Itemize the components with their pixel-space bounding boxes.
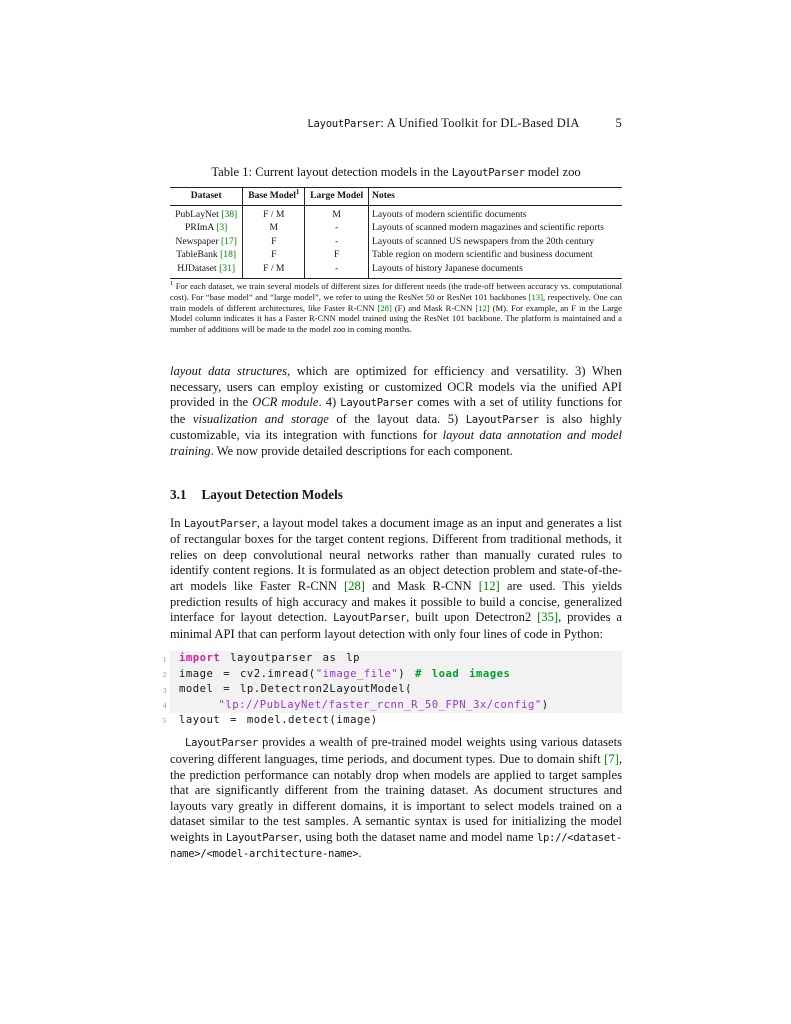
section-heading bbox=[170, 487, 622, 503]
citation: [38] bbox=[221, 208, 238, 220]
code-line bbox=[163, 713, 622, 728]
table-row bbox=[170, 205, 622, 222]
base-model-cell: F bbox=[243, 235, 305, 249]
table-footnote bbox=[170, 281, 622, 335]
model-zoo-table bbox=[170, 187, 622, 279]
large-model-cell: F bbox=[305, 249, 369, 263]
code-text: "lp://PubLayNet/faster_rcnn_R_50_FPN_3x/config") bbox=[218, 698, 549, 711]
table-row bbox=[170, 222, 622, 236]
code-line bbox=[163, 698, 622, 713]
column-header-base-model: Base Model$^1$ bbox=[243, 188, 305, 206]
large-model-cell: - bbox=[305, 262, 369, 279]
footnote-text: For each dataset, we train several models of different sizes for different needs (the trade-off between accuracy vs. computational cost). For “base model” and “large model”, we refer to using the ResNet 50 or ResNet 101 backbones [13], respectively. One can train models of different architectures, like Faster R-CNN [28] (F) and Mask R-CNN [12] (M). For example, an F in the Large Model column indicates it has a Faster R-CNN model trained using the ResNet 101 backbone. The platform is maintained and a number of additions will be made to the model zoo in coming months. bbox=[170, 281, 622, 335]
code-line bbox=[163, 682, 622, 697]
dataset-name: TableBank bbox=[176, 249, 221, 260]
line-number: 2 bbox=[163, 672, 167, 680]
running-head bbox=[170, 116, 622, 131]
base-model-cell: M bbox=[243, 222, 305, 236]
dataset-name: HJDataset bbox=[177, 262, 220, 274]
code-text: import layoutparser as lp bbox=[179, 652, 360, 665]
line-number: 1 bbox=[163, 656, 167, 664]
citation: [17] bbox=[220, 235, 237, 247]
notes-cell: Layouts of scanned modern magazines and scientific reports bbox=[369, 222, 623, 236]
line-number: 4 bbox=[163, 703, 167, 711]
code-shaded-area bbox=[163, 651, 622, 713]
column-header-large-model: Large Model bbox=[305, 188, 369, 206]
code-block bbox=[163, 651, 622, 728]
table-row bbox=[170, 249, 622, 263]
line-number: 3 bbox=[163, 687, 167, 695]
base-model-cell: F / M bbox=[243, 205, 305, 222]
body-paragraph-2: In LayoutParser, a layout model takes a document image as an input and generates a list of rectangular boxes for the target content regions. Different from traditional methods, it relies on deep convolutional neural networks rather than manually curated rules to identify content regions. It is formulated as an object detection problem and state-of-the-art models like Faster R-CNN [28] and Mask R-CNN [12] are used. This yields prediction results of high accuracy and makes it possible to build a concise, generalized interface for layout detection. LayoutParser, built upon Detectron2 [35], provides a minimal API that can perform layout detection with only four lines of code in Python: bbox=[170, 515, 623, 641]
citation: [3] bbox=[216, 222, 228, 233]
table-header-row bbox=[170, 188, 622, 206]
table-caption: Table 1: Current layout detection models in the LayoutParser model zoo bbox=[211, 165, 581, 179]
base-model-cell: F bbox=[243, 249, 305, 263]
dataset-name: PubLayNet bbox=[175, 208, 222, 220]
code-line bbox=[163, 651, 622, 666]
code-line bbox=[163, 667, 622, 682]
dataset-name: PRImA bbox=[184, 222, 217, 233]
code-text: image = cv2.imread("image_file") # load images bbox=[179, 667, 511, 680]
code-text: model = lp.Detectron2LayoutModel( bbox=[179, 683, 412, 696]
column-header-dataset: Dataset bbox=[170, 188, 243, 206]
large-model-cell: M bbox=[305, 205, 369, 222]
table-row bbox=[170, 262, 622, 279]
notes-cell: Layouts of history Japanese documents bbox=[369, 262, 623, 279]
footnote-marker: 1 bbox=[295, 187, 300, 196]
citation: [31] bbox=[219, 262, 236, 274]
page-content bbox=[163, 0, 623, 863]
line-number: 5 bbox=[163, 718, 167, 726]
citation: [18] bbox=[220, 249, 237, 260]
section-number: 3.1 bbox=[170, 486, 187, 502]
code-text: layout = model.detect(image) bbox=[179, 713, 378, 726]
large-model-cell: - bbox=[305, 235, 369, 249]
page-number: 5 bbox=[615, 116, 622, 130]
table-row bbox=[170, 235, 622, 249]
notes-cell: Table region on modern scientific and business document bbox=[369, 249, 623, 263]
base-model-cell: F / M bbox=[243, 262, 305, 279]
body-paragraph-1: layout data structures, which are optimized for efficiency and versatility. 3) When necessary, users can employ existing or customized OCR models via the unified API provided in the OCR module. 4) LayoutParser comes with a set of utility functions for the visualization and storage of the layout data. 5) LayoutParser is also highly customizable, via its integration with functions for layout data annotation and model training. We now provide detailed descriptions for each component. bbox=[170, 363, 622, 458]
notes-cell: Layouts of modern scientific documents bbox=[369, 205, 623, 222]
large-model-cell: - bbox=[305, 222, 369, 236]
body-paragraph-3: LayoutParser provides a wealth of pre-trained model weights using various datasets covering different languages, time periods, and document types. Due to domain shift [7], the prediction performance can notably drop when models are applied to target samples that are significantly different from the training dataset. As document structures and layouts vary greatly in different domains, it is important to select models trained on a dataset similar to the test samples. A semantic syntax is used for initializing the model weights in LayoutParser, using both the dataset name and model name lp://<dataset-name>/<model-architecture-name>. bbox=[170, 735, 622, 861]
running-title: LayoutParser: A Unified Toolkit for DL-Based DIA bbox=[307, 116, 580, 130]
notes-cell: Layouts of scanned US newspapers from the 20th century bbox=[369, 235, 623, 249]
column-header-notes: Notes bbox=[369, 188, 623, 206]
section-title: Layout Detection Models bbox=[201, 486, 343, 502]
dataset-name: Newspaper bbox=[175, 235, 221, 247]
footnote-marker: 1 bbox=[170, 280, 174, 288]
